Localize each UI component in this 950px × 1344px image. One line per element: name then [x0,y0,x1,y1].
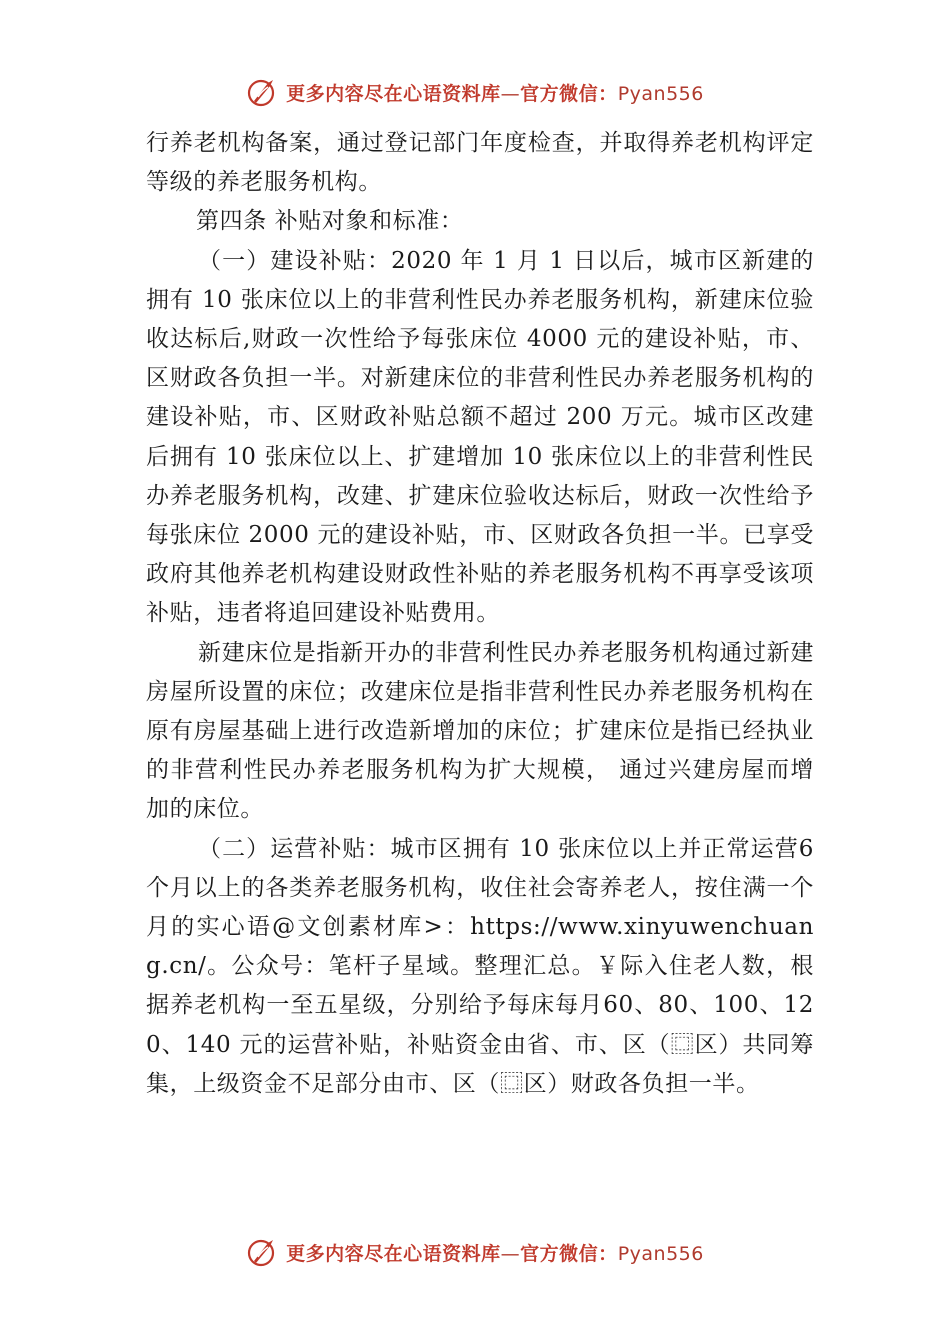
banner-contact-label: 官方微信： [520,1242,618,1265]
pen-logo-icon [246,1235,280,1269]
banner-text [286,1239,704,1266]
pen-logo-icon [246,75,280,109]
footer-watermark-banner [0,1232,950,1272]
banner-separator: — [500,1242,521,1265]
banner-main-text: 更多内容尽在心语资料库 [286,82,501,105]
document-body [146,124,814,1104]
banner-inner [246,1235,704,1269]
banner-contact-value: Pyan556 [617,82,704,105]
banner-inner [246,75,704,109]
article-heading: 第四条 补贴对象和标准： [196,208,464,235]
paragraph-construction-subsidy: （一）建设补贴：2020 年 1 月 1 日以后，城市区新建的拥有 10 张床位以上的非营利性民办养老服务机构，新建床位验收达标后,财政一次性给予每张床位 4000 元的建设补贴，市、区财政各负担一半。对新建床位的非营利性民办养老服务机构的建设补贴，市、区财政补贴总额不超过 200 万元。城市区改建后拥有 10 张床位以上、扩建增加 10 张床位以上的非营利性民办养老服务机构，改建、扩建床位验收达标后，财政一次性给予每张床位 2000 元的建设补贴，市、区财政各负担一半。已享受政府其他养老机构建设财政性补贴的养老服务机构不再享受该项补贴，违者将追回建设补贴费用。 [146,247,814,627]
header-watermark-banner [0,72,950,112]
paragraph-operation-subsidy: （二）运营补贴：城市区拥有 10 张床位以上并正常运营6 个月以上的各类养老服务机构，收住社会寄养老人，按住满一个月的实心语@文创素材库>：https://www.xinyuwenchuang.cn/。公众号：笔杆子星域。整理汇总。￥际入住老人数，根据养老机构一至五星级，分别给予每床每月60、80、100、120、140 元的运营补贴，补贴资金由省、市、区（⿴区）共同筹集，上级资金不足部分由市、区（⿴区）财政各负担一半。 [146,835,814,1097]
banner-contact-value: Pyan556 [617,1242,704,1265]
paragraph-bed-definitions: 新建床位是指新开办的非营利性民办养老服务机构通过新建房屋所设置的床位；改建床位是指非营利性民办养老服务机构在原有房屋基础上进行改造新增加的床位；扩建床位是指已经执业的非营利性民办养老服务机构为扩大规模， 通过兴建房屋而增加的床位。 [146,639,814,823]
banner-main-text: 更多内容尽在心语资料库 [286,1242,501,1265]
banner-contact-label: 官方微信： [520,82,618,105]
banner-separator: — [500,82,521,105]
paragraph-continuation: 行养老机构备案，通过登记部门年度检查，并取得养老机构评定等级的养老服务机构。 [146,130,814,196]
banner-text [286,79,704,106]
